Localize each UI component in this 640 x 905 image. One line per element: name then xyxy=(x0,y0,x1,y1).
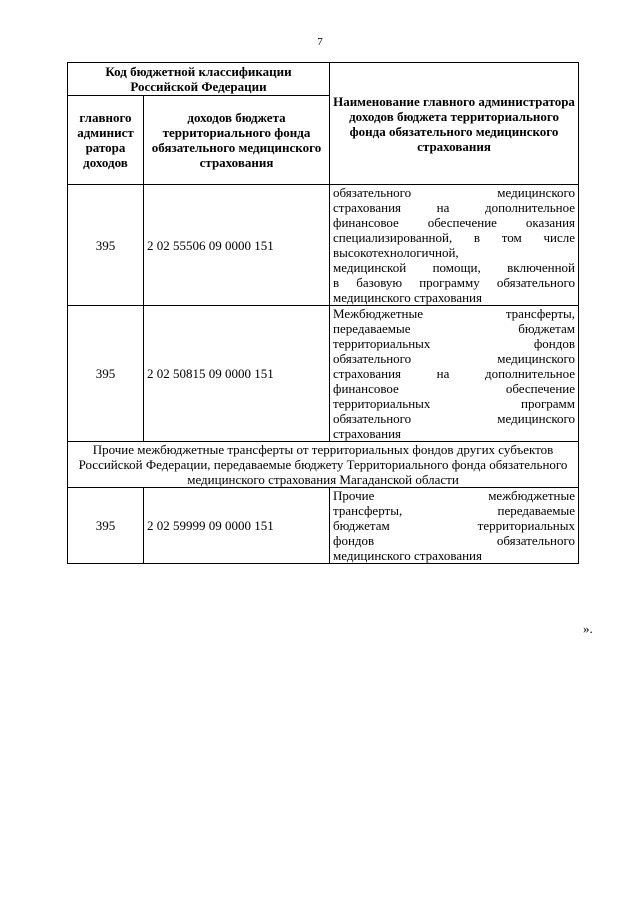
admin-code-cell: 395 xyxy=(68,488,144,564)
table-row xyxy=(68,185,579,306)
name-line: медицинской помощи, включенной xyxy=(333,260,576,275)
budget-classification-table xyxy=(67,62,579,564)
name-line: страхования xyxy=(333,426,402,441)
name-line: бюджетам территориальных xyxy=(333,518,576,533)
name-line: трансферты, передаваемые xyxy=(333,503,576,518)
name-line: территориальных программ xyxy=(333,396,576,411)
name-line: медицинского страхования xyxy=(333,290,482,305)
name-line: передаваемые бюджетам xyxy=(333,321,576,336)
income-code-cell: 2 02 59999 09 0000 151 xyxy=(144,488,330,564)
name-cell xyxy=(330,488,579,564)
administrator-name-header: Наименование главного администратора доходов бюджета территориального фонда обязательного медицинского страхования xyxy=(330,63,579,185)
name-line: обязательного медицинского xyxy=(333,411,576,426)
income-code-cell: 2 02 50815 09 0000 151 xyxy=(144,306,330,442)
name-line: обязательного медицинского xyxy=(333,351,576,366)
admin-code-cell: 395 xyxy=(68,185,144,306)
name-line: территориальных фондов xyxy=(333,336,576,351)
name-line: в базовую программу обязательного xyxy=(333,275,576,290)
name-line: Межбюджетные трансферты, xyxy=(333,306,576,321)
name-line: обязательного медицинского xyxy=(333,185,576,200)
name-line: фондов обязательного xyxy=(333,533,576,548)
name-line: Прочие межбюджетные xyxy=(333,488,576,503)
name-line: специализированной, в том числе xyxy=(333,230,576,245)
classification-code-header: Код бюджетной классификации Российской Федерации xyxy=(68,63,330,96)
name-line: страхования на дополнительное xyxy=(333,200,576,215)
admin-code-cell: 395 xyxy=(68,306,144,442)
table-row xyxy=(68,306,579,442)
name-line: медицинского страхования xyxy=(333,548,482,563)
section-heading-row xyxy=(68,442,579,488)
name-cell xyxy=(330,185,579,306)
name-line: страхования на дополнительное xyxy=(333,366,576,381)
name-cell xyxy=(330,306,579,442)
table-row xyxy=(68,488,579,564)
income-code-cell: 2 02 55506 09 0000 151 xyxy=(144,185,330,306)
section-heading: Прочие межбюджетные трансферты от территориальных фондов других субъектов Российской Федерации, передаваемые бюджету Территориального фонда обязательного медицинского страхования Магаданской области xyxy=(68,442,579,488)
name-line: высокотехнологичной, xyxy=(333,245,459,260)
page-number: 7 xyxy=(317,36,323,48)
closing-quote-mark: ». xyxy=(583,621,593,636)
name-line: финансовое обеспечение xyxy=(333,381,576,396)
income-code-header: доходов бюджета территориального фонда обязательного медицинского страхования xyxy=(144,96,330,185)
admin-code-header: главного админист ратора доходов xyxy=(68,96,144,185)
name-line: финансовое обеспечение оказания xyxy=(333,215,576,230)
table-header-row xyxy=(68,63,579,96)
